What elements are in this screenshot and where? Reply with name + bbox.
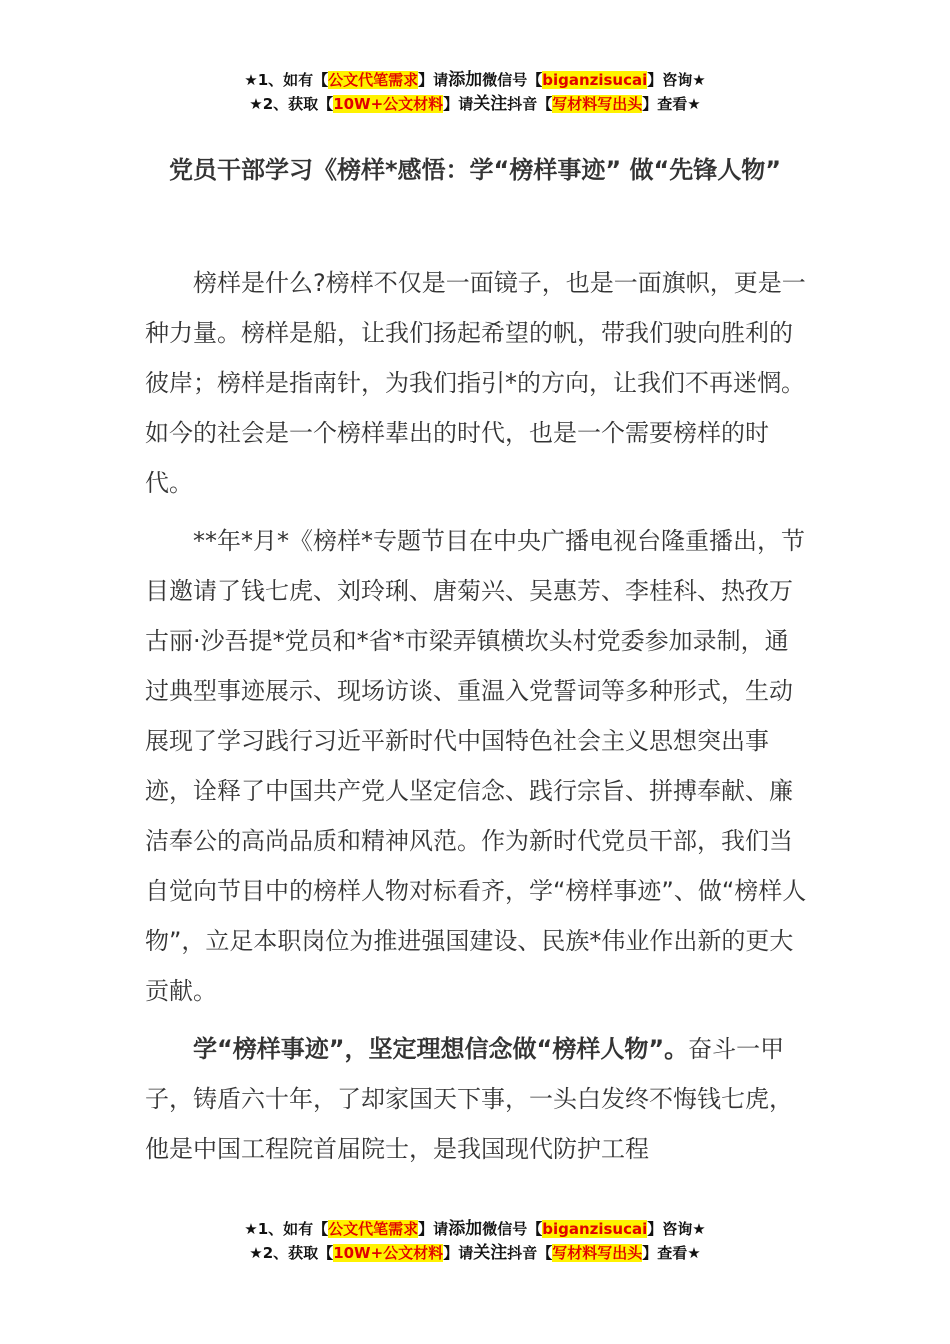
highlight-service: 公文代笔需求 [328,1220,419,1238]
highlight-service: 公文代笔需求 [328,71,419,89]
emphasis-follow: 关注 [473,94,508,114]
banner-text: ★2、获取【 [249,95,334,113]
highlight-materials: 10W+公文材料 [333,95,444,113]
emphasis-add: 添加 [448,1219,483,1239]
emphasis-add: 添加 [448,70,483,90]
banner-text: 】查看★ [642,1244,701,1262]
banner-text: ★1、如有【 [244,71,329,89]
highlight-wechat-id: biganzisucai [542,71,648,89]
highlight-douyin-account: 写材料写出头 [552,1244,643,1262]
banner-text: 微信号【 [482,71,543,89]
banner-text: ★2、获取【 [249,1244,334,1262]
banner-line-1 [0,68,950,92]
paragraph: 榜样是什么?榜样不仅是一面镜子，也是一面旗帜，更是一种力量。榜样是船，让我们扬起希望的帆，带我们驶向胜利的彼岸；榜样是指南针，为我们指引*的方向，让我们不再迷惘。如今的社会是一个榜样辈出的时代，也是一个需要榜样的时代。 [145,269,806,497]
banner-text: 】咨询★ [647,71,706,89]
highlight-douyin-account: 写材料写出头 [552,95,643,113]
banner-text: 】请 [443,1244,474,1262]
paragraph [145,1024,810,1174]
banner-text: 微信号【 [482,1220,543,1238]
footer-banner [0,1217,950,1265]
banner-text: 】咨询★ [647,1220,706,1238]
banner-text: 抖音【 [507,95,553,113]
emphasis-follow: 关注 [473,1243,508,1263]
header-banner [0,68,950,116]
highlight-wechat-id: biganzisucai [542,1220,648,1238]
banner-text: 】请 [418,1220,449,1238]
document-body [145,258,810,1182]
document-title: 党员干部学习《榜样*感悟：学“榜样事迹” 做“先锋人物” [169,156,781,184]
paragraph-text: 奋斗一甲子，铸盾六十年，了却家国天下事，一头白发终不悔钱七虎，他是中国工程院首届院士，是我国现代防护工程 [145,1035,793,1163]
banner-text: ★1、如有【 [244,1220,329,1238]
banner-text: 】请 [418,71,449,89]
paragraph: **年*月*《榜样*专题节目在中央广播电视台隆重播出，节目邀请了钱七虎、刘玲琍、唐菊兴、吴惠芳、李桂科、热孜万古丽·沙吾提*党员和*省*市梁弄镇横坎头村党委参加录制，通过典型事迹展示、现场访谈、重温入党誓词等多种形式，生动展现了学习践行习近平新时代中国特色社会主义思想突出事迹，诠释了中国共产党人坚定信念、践行宗旨、拼搏奉献、廉洁奉公的高尚品质和精神风范。作为新时代党员干部，我们当自觉向节目中的榜样人物对标看齐，学“榜样事迹”、做“榜样人物”，立足本职岗位为推进强国建设、民族*伟业作出新的更大贡献。 [145,527,807,1005]
section-heading: 学“榜样事迹”，坚定理想信念做“榜样人物”。 [193,1035,689,1063]
banner-line-2 [0,92,950,116]
banner-text: 抖音【 [507,1244,553,1262]
banner-line-1 [0,1217,950,1241]
banner-line-2 [0,1241,950,1265]
banner-text: 】查看★ [642,95,701,113]
highlight-materials: 10W+公文材料 [333,1244,444,1262]
banner-text: 】请 [443,95,474,113]
